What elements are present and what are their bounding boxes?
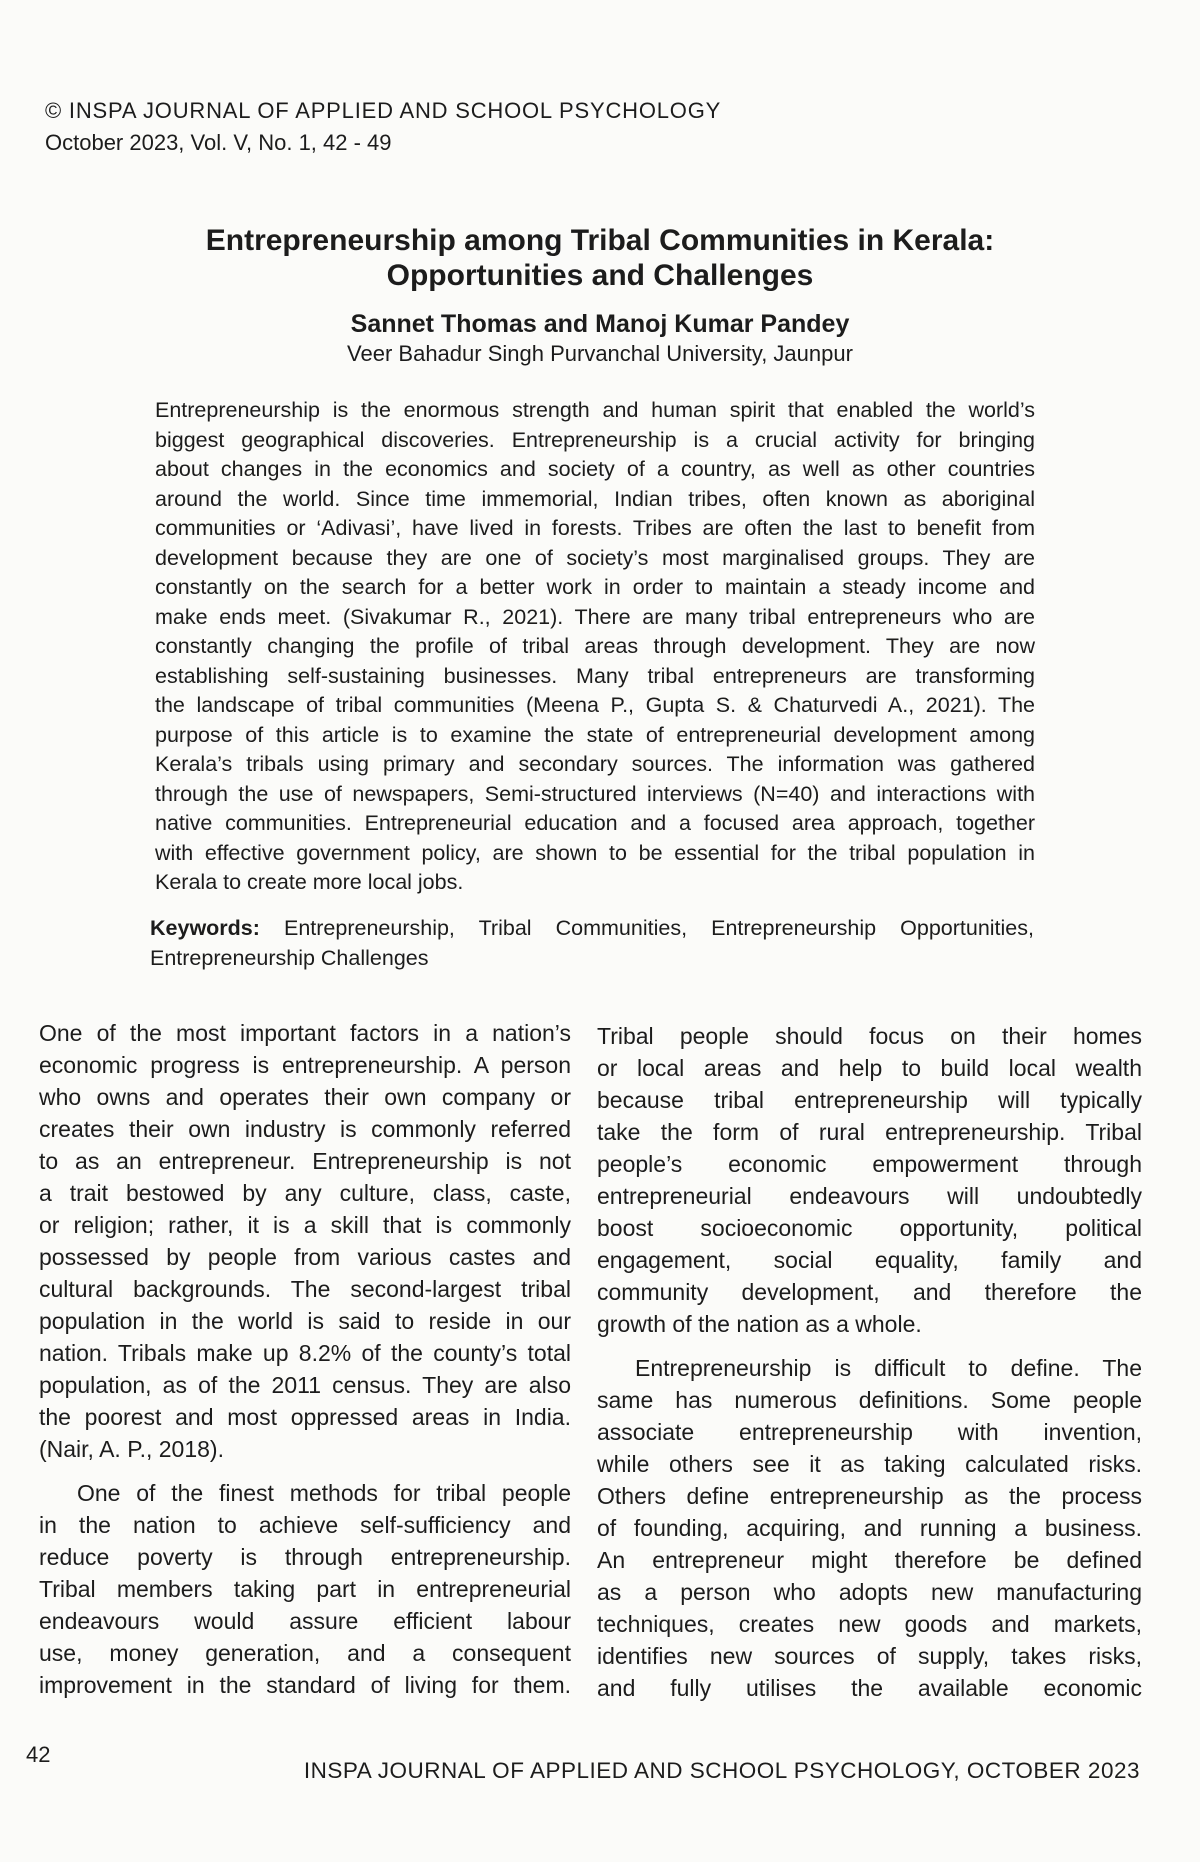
left-paragraph-2 xyxy=(39,1477,571,1701)
body-text-line: Entrepreneurship is difficult to define. The xyxy=(635,1355,1142,1381)
body-text-line: cultural backgrounds. The second-largest tribal xyxy=(39,1276,571,1302)
body-text-line: engagement, social equality, family and xyxy=(597,1247,1142,1273)
body-text-line: entrepreneurial endeavours will undoubtedly xyxy=(597,1183,1142,1209)
issue-info: October 2023, Vol. V, No. 1, 42 - 49 xyxy=(45,130,392,155)
body-text-line: Others define entrepreneurship as the process xyxy=(597,1483,1142,1509)
body-text-line: identifies new sources of supply, takes risks, xyxy=(597,1643,1142,1669)
body-text-line: of founding, acquiring, and running a business. xyxy=(597,1515,1142,1541)
body-text-line: because tribal entrepreneurship will typically xyxy=(597,1087,1142,1113)
abstract-line: native communities. Entrepreneurial education and a focused area approach, together xyxy=(155,811,1035,835)
body-text-line: in the nation to achieve self-sufficiency and xyxy=(39,1512,571,1538)
abstract-line: purpose of this article is to examine the state of entrepreneurial development among xyxy=(155,722,1035,747)
body-text-line: while others see it as taking calculated risks. xyxy=(597,1451,1142,1477)
body-text-line: Tribal people should focus on their homes xyxy=(597,1023,1142,1049)
body-text-line: associate entrepreneurship with invention, xyxy=(597,1419,1142,1445)
body-text-line: as a person who adopts new manufacturing xyxy=(597,1579,1142,1605)
body-text-line: techniques, creates new goods and markets, xyxy=(597,1611,1142,1637)
body-text-line: creates their own industry is commonly referred xyxy=(39,1116,571,1142)
abstract-line: with effective government policy, are shown to be essential for the tribal population in xyxy=(155,840,1035,865)
article-title xyxy=(0,223,1200,293)
body-text-line: economic progress is entrepreneurship. A person xyxy=(39,1052,571,1078)
right-paragraph-1 xyxy=(597,1020,1142,1340)
abstract-line: make ends meet. (Sivakumar R., 2021). There are many tribal entrepreneurs who are xyxy=(155,604,1035,629)
body-text-line: who owns and operates their own company or xyxy=(39,1084,571,1110)
keywords-line: Entrepreneurship Challenges xyxy=(150,945,429,970)
body-text-line: Tribal members taking part in entrepreneurial xyxy=(39,1576,571,1602)
right-paragraph-2 xyxy=(597,1352,1142,1704)
body-text-line: An entrepreneur might therefore be defined xyxy=(597,1547,1142,1573)
affiliation: Veer Bahadur Singh Purvanchal University, Jaunpur xyxy=(347,341,853,366)
abstract-line: communities or ‘Adivasi’, have lived in forests. Tribes are often the last to benefit from xyxy=(155,516,1035,540)
abstract-line: Entrepreneurship is the enormous strength and human spirit that enabled the world’s xyxy=(155,398,1035,422)
abstract-line: the landscape of tribal communities (Meena P., Gupta S. & Chaturvedi A., 2021). The xyxy=(155,693,1035,717)
body-text-line: same has numerous definitions. Some people xyxy=(597,1387,1142,1413)
title-line: Entrepreneurship among Tribal Communities in Kerala: xyxy=(205,224,995,257)
journal-header: © INSPA JOURNAL OF APPLIED AND SCHOOL PSYCHOLOGY xyxy=(45,98,722,123)
left-paragraph-1 xyxy=(39,1017,571,1465)
keywords-line xyxy=(150,914,1034,944)
keywords-text: Entrepreneurship, Tribal Communities, Entrepreneurship Opportunities, xyxy=(284,916,1034,940)
body-text-line: population, as of the 2011 census. They are also xyxy=(39,1372,571,1398)
body-text-line: population in the world is said to reside in our xyxy=(39,1308,571,1334)
left-column xyxy=(39,1017,571,1701)
page-number: 42 xyxy=(26,1742,51,1767)
abstract-line: constantly on the search for a better work in order to maintain a steady income and xyxy=(155,575,1035,599)
body-text-line: growth of the nation as a whole. xyxy=(597,1311,922,1337)
keywords-label: Keywords: xyxy=(150,916,260,940)
abstract-line: biggest geographical discoveries. Entrepreneurship is a crucial activity for bringing xyxy=(155,427,1035,452)
body-text-line: One of the finest methods for tribal people xyxy=(77,1480,571,1506)
body-text-line: take the form of rural entrepreneurship. Tribal xyxy=(597,1119,1142,1145)
body-text-line: and fully utilises the available economic xyxy=(597,1675,1142,1701)
body-text-line: or local areas and help to build local wealth xyxy=(597,1055,1142,1081)
abstract-line: Kerala’s tribals using primary and secondary sources. The information was gathered xyxy=(155,752,1035,776)
title-line: Opportunities and Challenges xyxy=(386,259,814,292)
authors: Sannet Thomas and Manoj Kumar Pandey xyxy=(350,310,850,338)
right-column xyxy=(597,1020,1142,1704)
abstract-line: constantly changing the profile of tribal areas through development. They are now xyxy=(155,634,1035,658)
body-text-line: improvement in the standard of living for them. xyxy=(39,1672,571,1698)
body-text-line: to as an entrepreneur. Entrepreneurship is not xyxy=(39,1148,571,1174)
body-text-line: possessed by people from various castes and xyxy=(39,1244,571,1270)
body-text-line: One of the most important factors in a nation’s xyxy=(39,1020,571,1046)
body-text-line: or religion; rather, it is a skill that is commonly xyxy=(39,1212,571,1238)
body-text-line: boost socioeconomic opportunity, political xyxy=(597,1215,1142,1241)
abstract-line: Kerala to create more local jobs. xyxy=(155,870,464,894)
body-text-line: a trait bestowed by any culture, class, caste, xyxy=(39,1180,571,1206)
abstract xyxy=(155,396,1035,898)
body-text-line: (Nair, A. P., 2018). xyxy=(39,1436,224,1462)
abstract-line: around the world. Since time immemorial, Indian tribes, often known as aboriginal xyxy=(155,486,1035,511)
body-text-line: endeavours would assure efficient labour xyxy=(39,1608,571,1634)
footer-running-title: INSPA JOURNAL OF APPLIED AND SCHOOL PSYCHOLOGY, OCTOBER 2023 xyxy=(303,1758,1140,1783)
body-text-line: people’s economic empowerment through xyxy=(597,1151,1142,1177)
keywords xyxy=(150,914,1034,973)
body-text-line: nation. Tribals make up 8.2% of the county’s total xyxy=(39,1340,571,1366)
body-text-line: use, money generation, and a consequent xyxy=(39,1640,571,1666)
abstract-line: through the use of newspapers, Semi-structured interviews (N=40) and interactions with xyxy=(155,781,1035,806)
body-text-line: reduce poverty is through entrepreneurship. xyxy=(39,1544,571,1570)
abstract-line: about changes in the economics and society of a country, as well as other countries xyxy=(155,457,1035,481)
abstract-line: establishing self-sustaining businesses. Many tribal entrepreneurs are transforming xyxy=(155,663,1035,688)
body-text-line: the poorest and most oppressed areas in India. xyxy=(39,1404,571,1430)
abstract-line: development because they are one of society’s most marginalised groups. They are xyxy=(155,545,1035,570)
body-text-line: community development, and therefore the xyxy=(597,1279,1142,1305)
